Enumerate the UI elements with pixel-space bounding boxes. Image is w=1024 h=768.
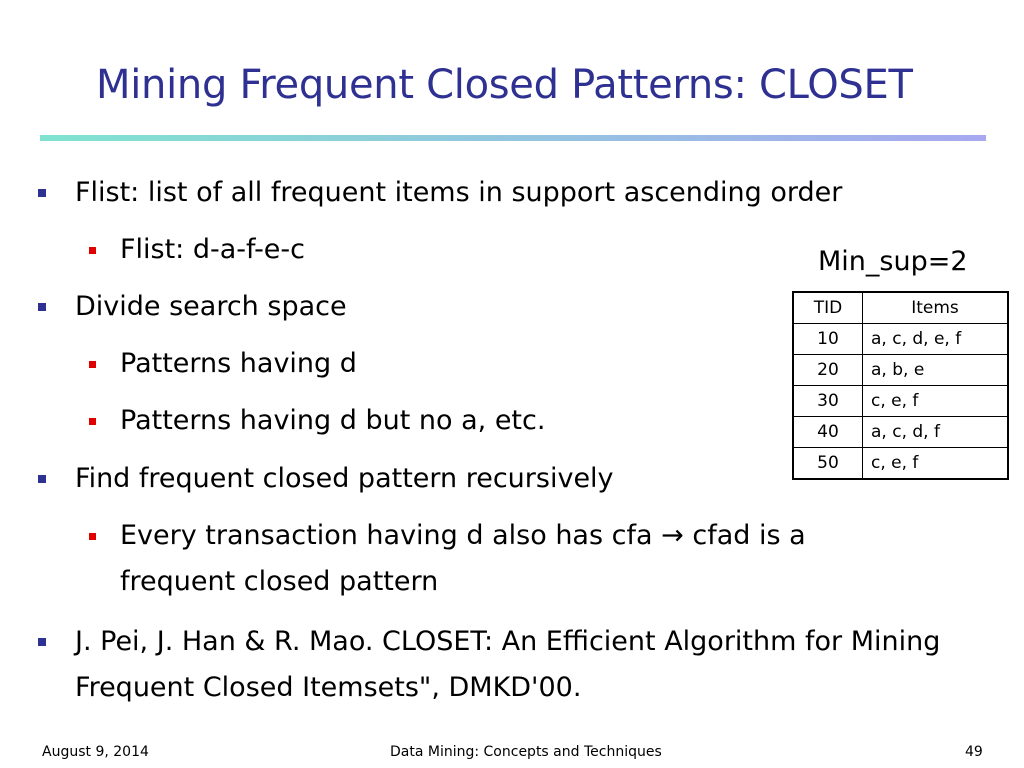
table-row bbox=[793, 386, 1008, 417]
table-row bbox=[793, 448, 1008, 480]
bullet-text: Patterns having d bbox=[120, 348, 357, 379]
square-bullet-icon bbox=[89, 418, 96, 425]
transaction-table bbox=[792, 291, 1009, 480]
bullet-item bbox=[75, 170, 842, 216]
tid-cell: 30 bbox=[793, 386, 863, 417]
tid-header: TID bbox=[793, 292, 863, 324]
bullet-text: Flist: list of all frequent items in support ascending order bbox=[75, 177, 843, 208]
bullet-text: Divide search space bbox=[75, 291, 347, 322]
square-bullet-icon bbox=[89, 361, 96, 368]
bullet-text: Patterns having d but no a, etc. bbox=[120, 405, 546, 436]
bullet-text: Flist: d-a-f-e-c bbox=[120, 234, 306, 265]
reference-text: J. Pei, J. Han & R. Mao. CLOSET: An Efficient Algorithm for Mining Frequent Closed Itemsets", DMKD'00. bbox=[75, 626, 941, 703]
tid-cell: 40 bbox=[793, 417, 863, 448]
table-row bbox=[793, 355, 1008, 386]
bullet-item bbox=[75, 619, 975, 711]
sub-bullet-item bbox=[120, 227, 305, 273]
square-bullet-icon bbox=[38, 638, 46, 646]
items-header: Items bbox=[863, 292, 1009, 324]
bullet-text: Every transaction having d also has cfa bbox=[120, 520, 653, 551]
items-cell: a, c, d, e, f bbox=[863, 324, 1009, 355]
footer-date: August 9, 2014 bbox=[42, 744, 149, 760]
slide-title: Mining Frequent Closed Patterns: CLOSET bbox=[96, 62, 913, 108]
sub-bullet-item bbox=[120, 341, 357, 387]
square-bullet-icon bbox=[89, 247, 96, 254]
page-number: 49 bbox=[965, 744, 983, 760]
title-divider bbox=[40, 135, 986, 141]
tid-cell: 50 bbox=[793, 448, 863, 480]
bullet-text: Find frequent closed pattern recursively bbox=[75, 463, 614, 494]
bullet-item bbox=[75, 456, 614, 502]
bullet-text: cfad is a frequent closed pattern bbox=[120, 520, 806, 597]
sub-bullet-item bbox=[120, 513, 920, 605]
items-cell: a, b, e bbox=[863, 355, 1009, 386]
table-row bbox=[793, 324, 1008, 355]
square-bullet-icon bbox=[89, 533, 96, 540]
items-cell: c, e, f bbox=[863, 386, 1009, 417]
square-bullet-icon bbox=[38, 189, 46, 197]
sub-bullet-item bbox=[120, 398, 545, 444]
table-row bbox=[793, 417, 1008, 448]
bullet-item bbox=[75, 284, 347, 330]
items-cell: a, c, d, f bbox=[863, 417, 1009, 448]
items-cell: c, e, f bbox=[863, 448, 1009, 480]
right-arrow-icon: → bbox=[661, 520, 684, 551]
footer-course: Data Mining: Concepts and Techniques bbox=[390, 744, 662, 760]
tid-cell: 20 bbox=[793, 355, 863, 386]
square-bullet-icon bbox=[38, 303, 46, 311]
table-header-row bbox=[793, 292, 1008, 324]
min-sup-label: Min_sup=2 bbox=[818, 246, 968, 277]
tid-cell: 10 bbox=[793, 324, 863, 355]
square-bullet-icon bbox=[38, 475, 46, 483]
